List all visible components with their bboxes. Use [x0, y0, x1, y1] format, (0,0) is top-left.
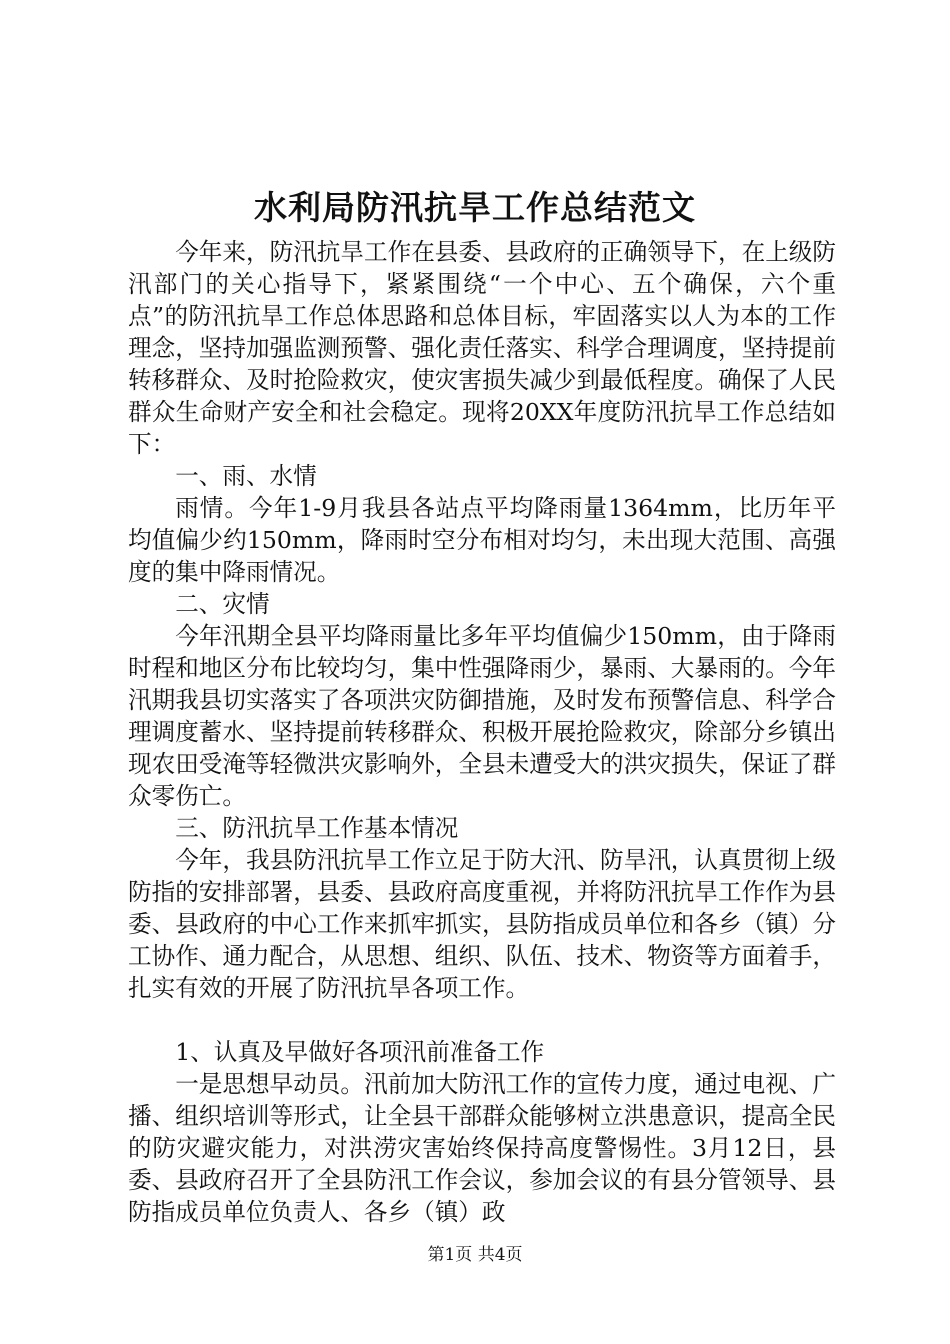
page-footer: 第1页 共4页 [427, 1245, 523, 1265]
section1-paragraph: 雨情。今年1-9月我县各站点平均降雨量1364mm，比历年平均值偏少约150mm，降雨时空分布相对均匀，未出现大范围、高强度的集中降雨情况。 [128, 494, 836, 586]
section2-heading: 二、灾情 [175, 590, 270, 618]
section3-paragraph: 今年，我县防汛抗旱工作立足于防大汛、防旱汛，认真贯彻上级防指的安排部署，县委、县政府高度重视，并将防汛抗旱工作作为县委、县政府的中心工作来抓牢抓实，县防指成员单位和各乡（镇）分工协作、通力配合，从思想、组织、队伍、技术、物资等方面着手，扎实有效的开展了防汛抗旱各项工作。 [128, 846, 836, 1002]
section1-heading: 一、雨、水情 [175, 462, 317, 490]
document-body [128, 236, 836, 1228]
section3-heading: 三、防汛抗旱工作基本情况 [175, 814, 459, 842]
document-title: 水利局防汛抗旱工作总结范文 [254, 188, 696, 227]
paragraph-spacer [128, 1004, 836, 1036]
subsection1-paragraph: 一是思想早动员。汛前加大防汛工作的宣传力度，通过电视、广播、组织培训等形式，让全县干部群众能够树立洪患意识，提高全民的防灾避灾能力，对洪涝灾害始终保持高度警惕性。3月12日，县委、县政府召开了全县防汛工作会议，参加会议的有县分管领导、县防指成员单位负责人、各乡（镇）政 [128, 1070, 836, 1226]
subsection1-heading: 1、认真及早做好各项汛前准备工作 [175, 1038, 545, 1066]
section2-paragraph: 今年汛期全县平均降雨量比多年平均值偏少150mm，由于降雨时程和地区分布比较均匀，集中性强降雨少，暴雨、大暴雨的。今年汛期我县切实落实了各项洪灾防御措施，及时发布预警信息、科学合理调度蓄水、坚持提前转移群众、积极开展抢险救灾，除部分乡镇出现农田受淹等轻微洪灾影响外，全县未遭受大的洪灾损失，保证了群众零伤亡。 [128, 622, 836, 810]
intro-paragraph: 今年来，防汛抗旱工作在县委、县政府的正确领导下，在上级防汛部门的关心指导下，紧紧围绕“一个中心、五个确保，六个重点”的防汛抗旱工作总体思路和总体目标，牢固落实以人为本的工作理念，坚持加强监测预警、强化责任落实、科学合理调度，坚持提前转移群众、及时抢险救灾，使灾害损失减少到最低程度。确保了人民群众生命财产安全和社会稳定。现将20XX年度防汛抗旱工作总结如下： [128, 238, 836, 458]
